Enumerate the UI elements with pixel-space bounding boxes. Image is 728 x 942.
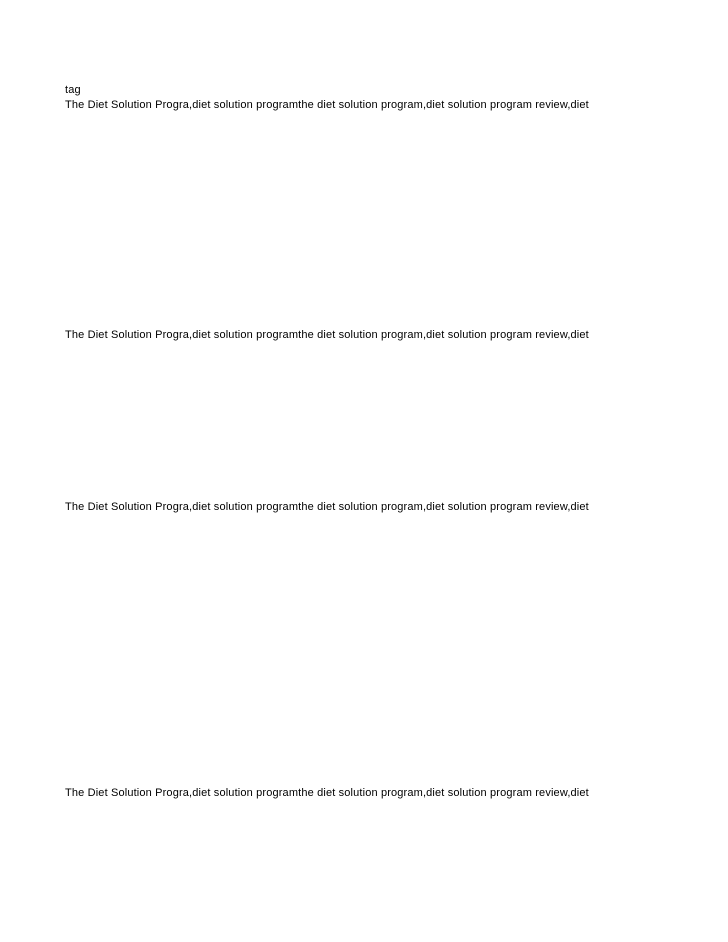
tag-label: tag bbox=[65, 84, 81, 96]
keyword-line: The Diet Solution Progra,diet solution programthe diet solution program,diet solution program review,diet bbox=[65, 787, 589, 799]
keyword-line: The Diet Solution Progra,diet solution programthe diet solution program,diet solution program review,diet bbox=[65, 501, 589, 513]
keyword-line: The Diet Solution Progra,diet solution programthe diet solution program,diet solution program review,diet bbox=[65, 329, 589, 341]
keyword-line: The Diet Solution Progra,diet solution programthe diet solution program,diet solution program review,diet bbox=[65, 99, 589, 111]
